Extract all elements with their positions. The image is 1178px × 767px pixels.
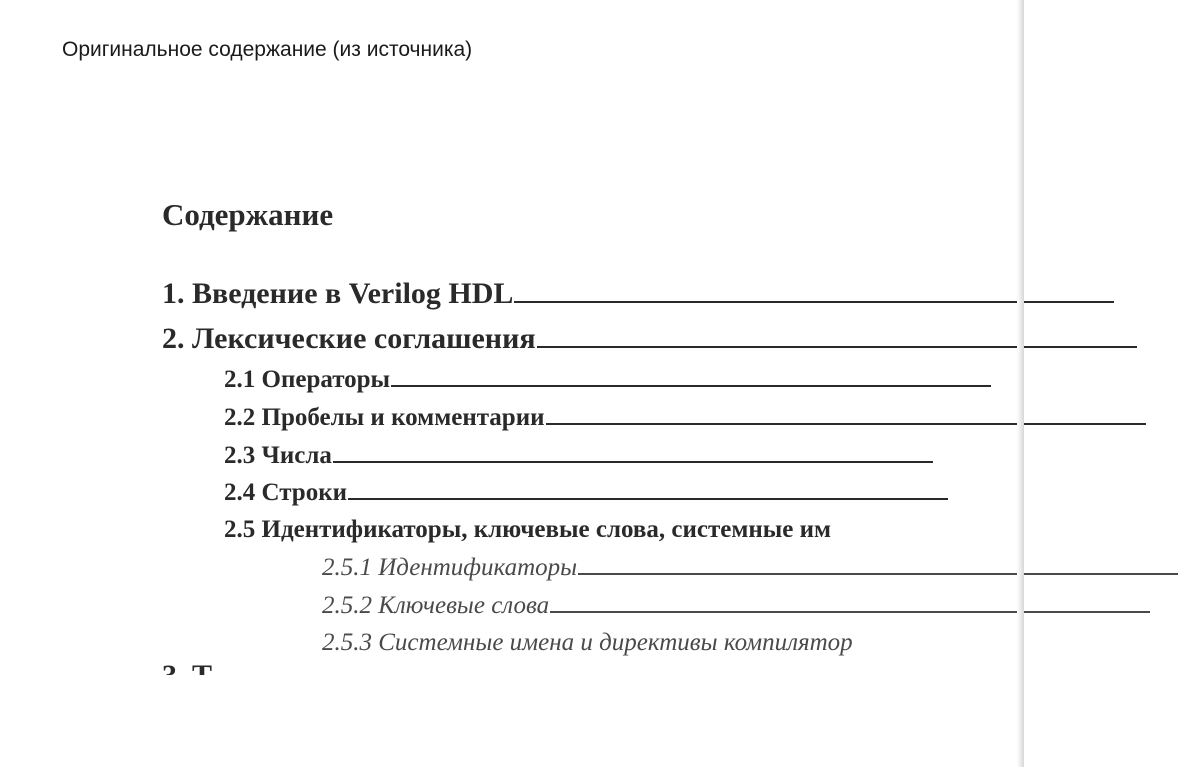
scan-right-edge	[1017, 0, 1024, 767]
toc-leader	[550, 610, 1150, 613]
toc-entry	[322, 592, 1024, 620]
toc-leader	[578, 572, 1178, 575]
toc-heading: Содержание	[162, 197, 334, 232]
toc-entry-text: 2.5.3 Системные имена и директивы компилятор	[322, 629, 853, 656]
toc-entry	[224, 404, 1024, 432]
toc-entry-text: 1. Введение в Verilog HDL	[162, 277, 514, 310]
toc-entry-text: 2.5.1 Идентификаторы	[322, 554, 578, 581]
toc-entry-cut-off	[162, 659, 252, 675]
toc-entry	[224, 516, 1024, 544]
toc-entry	[224, 479, 1024, 507]
toc-entry-text: 2.3 Числа	[224, 442, 332, 469]
toc-entry	[162, 322, 1024, 356]
toc-entry	[224, 442, 1024, 470]
toc-entry	[224, 366, 1024, 394]
toc-entry-text: 2. Лексические соглашения	[162, 322, 536, 355]
toc-entry-text: 2.1 Операторы	[224, 366, 391, 393]
toc-leader	[546, 422, 1146, 425]
toc-leader	[514, 300, 1114, 303]
toc-entry	[322, 554, 1024, 582]
scan-bottom-edge	[0, 675, 1024, 767]
toc-leader	[348, 497, 948, 500]
slide-title: Оригинальное содержание (из источника)	[62, 38, 473, 61]
toc-entry-text: 2.4 Строки	[224, 479, 348, 506]
toc-entry-text: 2.5 Идентификаторы, ключевые слова, системные им	[224, 516, 832, 543]
toc-entry-text: 2.5.2 Ключевые слова	[322, 592, 550, 619]
toc-entry-text: 2.2 Пробелы и комментарии	[224, 404, 545, 431]
toc-entry	[162, 277, 1024, 311]
toc-entry	[322, 629, 1024, 657]
toc-leader	[333, 460, 933, 463]
toc-leader	[537, 345, 1137, 348]
toc-leader	[391, 384, 991, 387]
